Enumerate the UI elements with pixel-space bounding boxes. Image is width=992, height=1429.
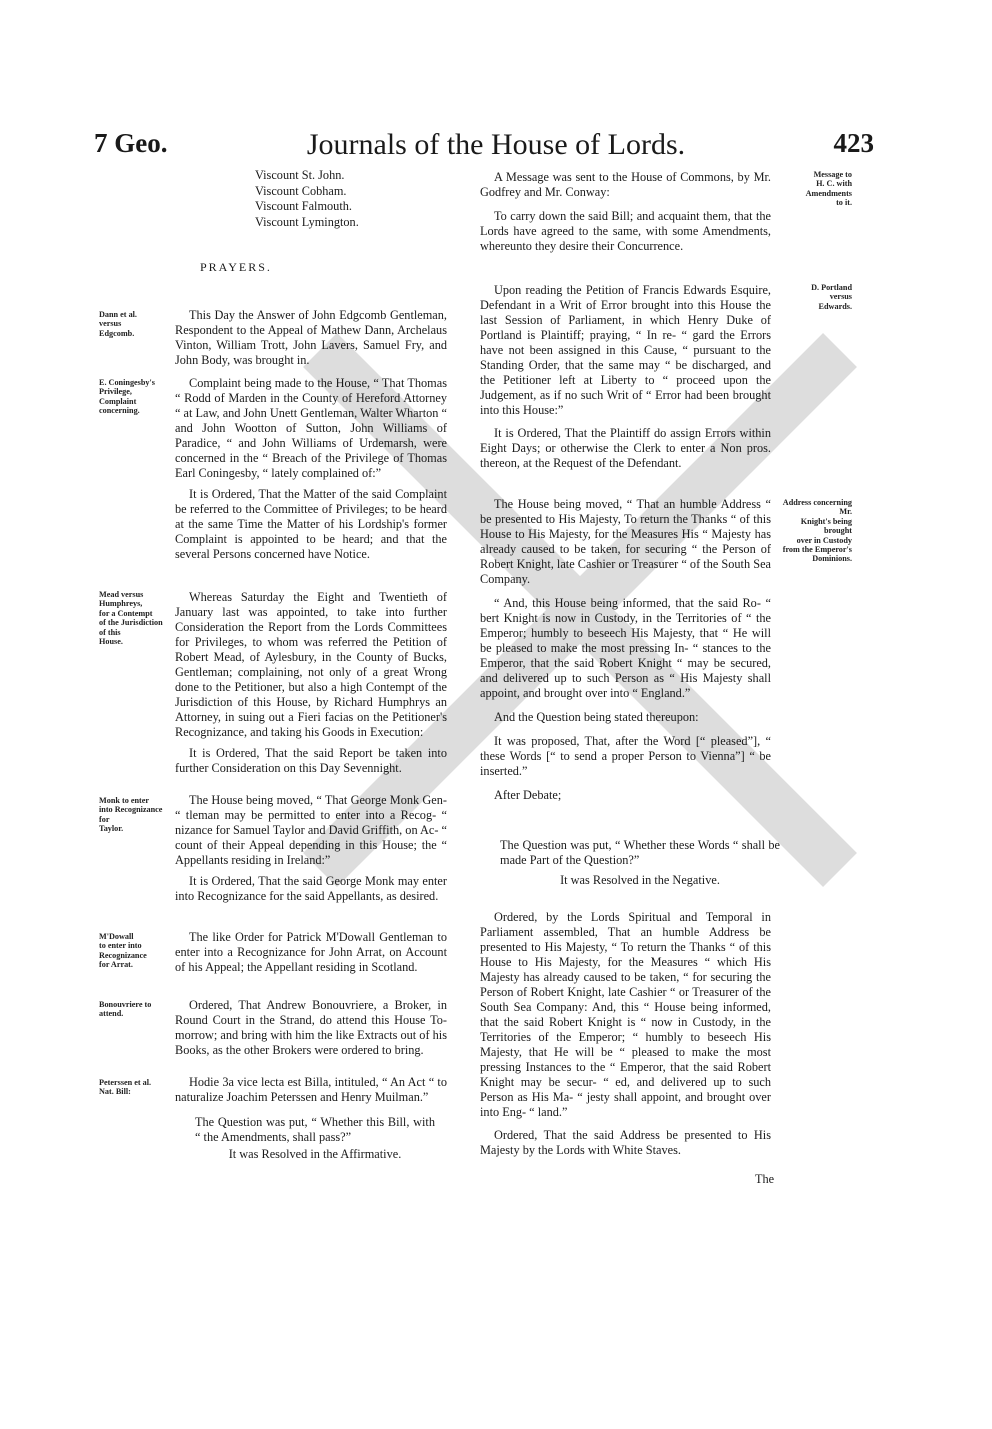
question-block <box>195 1115 435 1162</box>
margin-note: Peterssen et al. Nat. Bill: <box>99 1078 152 1097</box>
peer-entry: Viscount Cobham. <box>255 183 347 198</box>
entry-paragraph <box>480 170 771 254</box>
margin-note: Bonouvriere to attend. <box>99 1000 152 1019</box>
entry-text: Ordered, by the Lords Spiritual and Temporal in Parliament assembled, That an humble Address be presented to His Majesty, “ To return the Thanks “ of this House to His Majesty, for the Measures “ which His Majesty has already caused to be taken, “ for securing the Person of Robert Knight, late Cashier “ or Treasurer of the South Sea Company: And, this “ House being informed, that the said Robert Knight is “ now in Custody, in the Territories of the Emperor; “ humbly to beseech His Majesty, that He will be “ pleased to make the most pressing Instances to the “ Emperor, that the said Robert Knight may be secur- “ ed, and delivered up to such Person as His Ma- “ jesty shall appoint, and brought over into Eng- “ land.” <box>480 910 771 1119</box>
running-head-title: Journals of the House of Lords. <box>306 128 686 161</box>
entry-text: It is Ordered, That the Matter of the said Complaint be referred to the Committee of Privileges; to be heard at the same Time the Matter of his Lordship's former Complaint is appointed to be heard; and that the several Persons concerned have Notice. <box>175 487 447 561</box>
margin-note: Message to H. C. with Amendments to it. <box>805 170 852 208</box>
entry-text: Whereas Saturday the Eight and Twentieth of January last was appointed, to take into further Consideration the Report from the Lords Committees for Privileges, to whom was referred the Petition of Robert Mead, of Aylesbury, in the County of Bucks, Gentleman; complaining, not only of a great Wrong done to the Petitioner, but also a high Contempt of the Jurisdiction of this House, by Richard Humphrys an Attorney, in suing out a Fieri facias on the Petitioner's Recognizance, and taking his Goods in Execution: <box>175 590 447 739</box>
peer-list <box>255 168 359 230</box>
entry-text: Ordered, That Andrew Bonouvriere, a Broker, in Round Court in the Strand, do attend this House To-morrow; and bring with him the like Extracts out of his Books, as the other Brokers were ordered to bring. <box>175 998 447 1057</box>
entry-text: To carry down the said Bill; and acquaint them, that the Lords have agreed to the same, with some Amendments, whereunto they desire their Concurrence. <box>480 209 771 253</box>
entry-text: This Day the Answer of John Edgcomb Gentleman, Respondent to the Appeal of Mathew Dann, Archelaus Vinton, William Trott, John Lavers, Samuel Fry, and John Body, was brought in. <box>175 308 447 367</box>
peer-entry: Viscount Falmouth. <box>255 199 352 213</box>
margin-note: Mead versus Humphreys, for a Contempt of the Jurisdiction of this House. <box>99 590 163 647</box>
entry-paragraph <box>175 308 447 368</box>
margin-note: Monk to enter into Recognizance for Taylor. <box>99 796 163 834</box>
entry-text: A Message was sent to the House of Commons, by Mr. Godfrey and Mr. Conway: <box>480 170 771 199</box>
margin-note: Address concerning Mr. Knight's being brought over in Custody from the Emperor's Dominions. <box>782 498 852 564</box>
entry-paragraph <box>480 910 771 1158</box>
question-text: The Question was put, “ Whether this Bill, with “ the Amendments, shall pass?” <box>195 1115 435 1144</box>
entry-text: Ordered, That the said Address be presented to His Majesty by the Lords with White Staves. <box>480 1128 771 1157</box>
margin-note: D. Portland versus Edwards. <box>811 283 852 311</box>
entry-text: Complaint being made to the House, “ That Thomas “ Rodd of Marden in the County of Hereford Attorney “ at Law, and John Unett Gentleman, Walter Wharton “ and John Wootton of Sutton, John Williams of Paradice, “ and John Williams of Urdemarsh, were concerned in the “ Breach of the Privilege of Thomas Earl Coningesby, “ lately complained of:” <box>175 376 447 480</box>
peer-entry: Viscount St. John. <box>255 168 345 182</box>
entry-paragraph <box>175 930 447 975</box>
catchword: The <box>755 1172 775 1186</box>
question-text: The Question was put, “ Whether these Words “ shall be made Part of the Question?” <box>500 838 780 867</box>
resolution-text: It was Resolved in the Affirmative. <box>228 1147 402 1161</box>
peer-entry: Viscount Lymington. <box>255 214 359 229</box>
entry-paragraph <box>175 998 447 1058</box>
question-block <box>500 838 780 888</box>
entry-paragraph <box>480 497 771 803</box>
entry-text: After Debate; <box>494 788 562 802</box>
entry-text: It is Ordered, That the said Report be taken into further Consideration on this Day Sevennight. <box>175 746 447 775</box>
entry-text: The like Order for Patrick M'Dowall Gentleman to enter into a Recognizance for John Arrat, on Account of his Appeal; the Appellant residing in Scotland. <box>175 930 447 974</box>
entry-text: The House being moved, “ That George Monk Gen- “ tleman may be permitted to enter into a Recog- “ nizance for Samuel Taylor and David Griffith, on Ac- “ count of their Appeal depending in this House; the “ Appellants residing in Ireland:” <box>175 793 447 867</box>
entry-text: It was proposed, That, after the Word [“ pleased”], “ these Words [“ to send a proper Person to Vienna”] “ be inserted.” <box>480 734 771 778</box>
entry-paragraph <box>175 590 447 776</box>
entry-text: It is Ordered, That the said George Monk may enter into Recognizance for the said Appellants, as desired. <box>175 874 447 903</box>
entry-text: It is Ordered, That the Plaintiff do assign Errors within Eight Days; or otherwise the Clerk to enter a Non pros. thereon, at the Request of the Defendant. <box>480 426 771 470</box>
entry-paragraph <box>175 793 447 904</box>
resolution-text: It was Resolved in the Negative. <box>560 873 720 887</box>
margin-note: E. Coningesby's Privilege, Complaint concerning. <box>99 378 155 416</box>
entry-paragraph <box>480 283 771 471</box>
entry-text: “ And, this House being informed, that the said Ro- “ bert Knight is now in Custody, in the Territories of “ the Emperor; humbly to beseech His Majesty, that “ He will be pleased to make the most pressing In- “ stances to the Emperor, that the said Robert Knight “ may be secured, and delivered up to such Person as “ His Majesty shall appoint, and brought over into “ England.” <box>480 596 771 700</box>
prayers-heading: PRAYERS. <box>200 260 272 274</box>
entry-paragraph <box>175 376 447 562</box>
entry-text: Hodie 3a vice lecta est Billa, intituled, “ An Act “ to naturalize Joachim Peterssen and Henry Muilman.” <box>175 1075 447 1104</box>
entry-text: And the Question being stated thereupon: <box>494 710 699 724</box>
page-number: 423 <box>833 128 874 158</box>
entry-paragraph <box>175 1075 447 1105</box>
entry-text: The House being moved, “ That an humble Address “ be presented to His Majesty, To return the Thanks “ of this House to His Majesty, for the Measures His “ Majesty has already caused to be taken, for securing “ the Person of Robert Knight, late Cashier or Treasurer “ of the South Sea Company. <box>480 497 771 586</box>
margin-note: M'Dowall to enter into Recognizance for Arrat. <box>99 932 147 970</box>
margin-note: Dann et al. versus Edgcomb. <box>99 310 137 338</box>
entry-text: Upon reading the Petition of Francis Edwards Esquire, Defendant in a Writ of Error brought into this House the last Session of Parliament, in which Henry Duke of Portland is Plaintiff; praying, “ In re- “ gard the Errors have not been assigned in this Cause, “ pursuant to the Standing Order, that the same may “ be discharged, and the Petitioner left at Liberty to “ proceed upon the Judgement, as if no such Writ of “ Error had been brought into this House:” <box>480 283 771 417</box>
running-head-left: 7 Geo. <box>94 128 168 158</box>
